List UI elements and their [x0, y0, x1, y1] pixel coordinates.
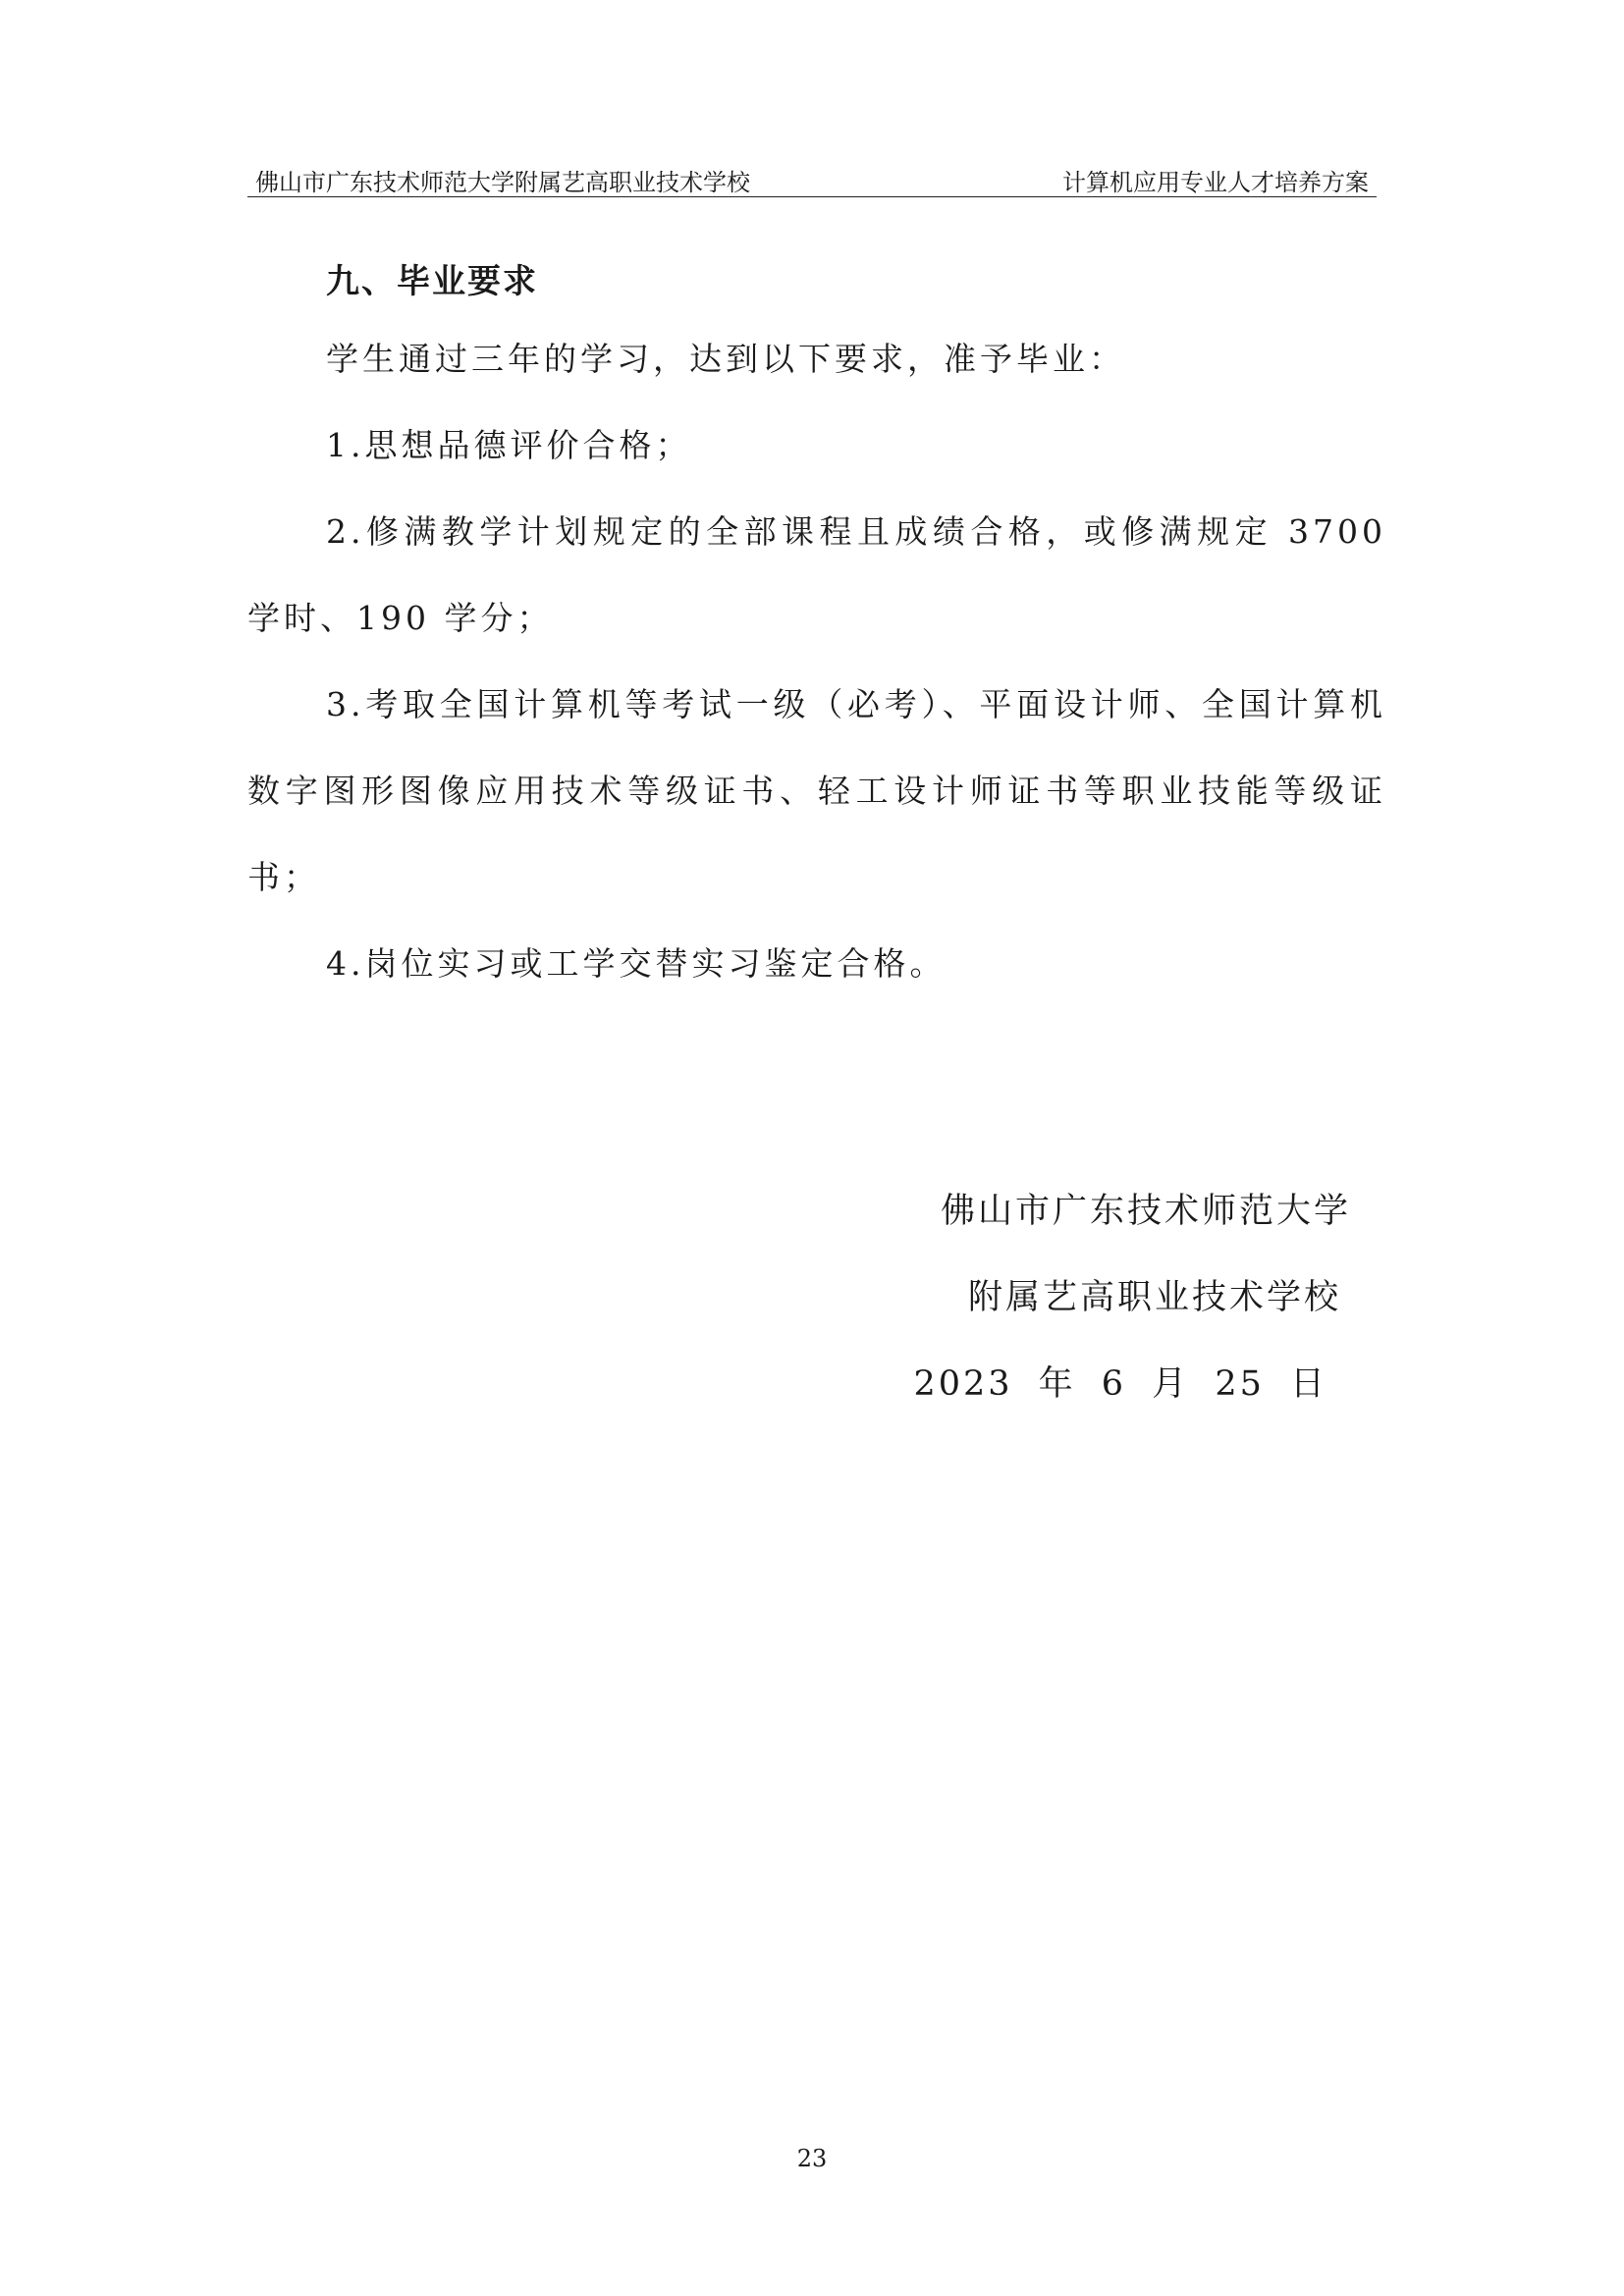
signature-date: 2023 年 6 月 25 日 [913, 1364, 1327, 1404]
signature-line-2: 附属艺高职业技术学校 [967, 1278, 1341, 1317]
signature-line-1: 佛山市广东技术师范大学 [940, 1192, 1351, 1231]
requirement-item-4: 4.岗位实习或工学交替实习鉴定合格。 [326, 944, 947, 983]
section-title: 九、毕业要求 [326, 262, 538, 301]
page-header [247, 157, 1377, 197]
section-intro: 学生通过三年的学习，达到以下要求，准予毕业： [326, 340, 1125, 378]
requirement-item-1: 1.思想品德评价合格； [326, 426, 692, 464]
header-school-name: 佛山市广东技术师范大学附属艺高职业技术学校 [255, 169, 750, 196]
signature-block [913, 1168, 1351, 1427]
requirement-item-3: 3.考取全国计算机等考试一级（必考）、平面设计师、全国计算机数字图形图像应用技术等级证书、轻工设计师证书等职业技能等级证书； [247, 685, 1386, 896]
page-number: 23 [796, 2145, 828, 2172]
main-content [247, 236, 1386, 1007]
header-document-title: 计算机应用专业人才培养方案 [1062, 169, 1369, 196]
requirement-item-2: 2.修满教学计划规定的全部课程且成绩合格，或修满规定 3700 学时、190 学分； [247, 512, 1386, 637]
